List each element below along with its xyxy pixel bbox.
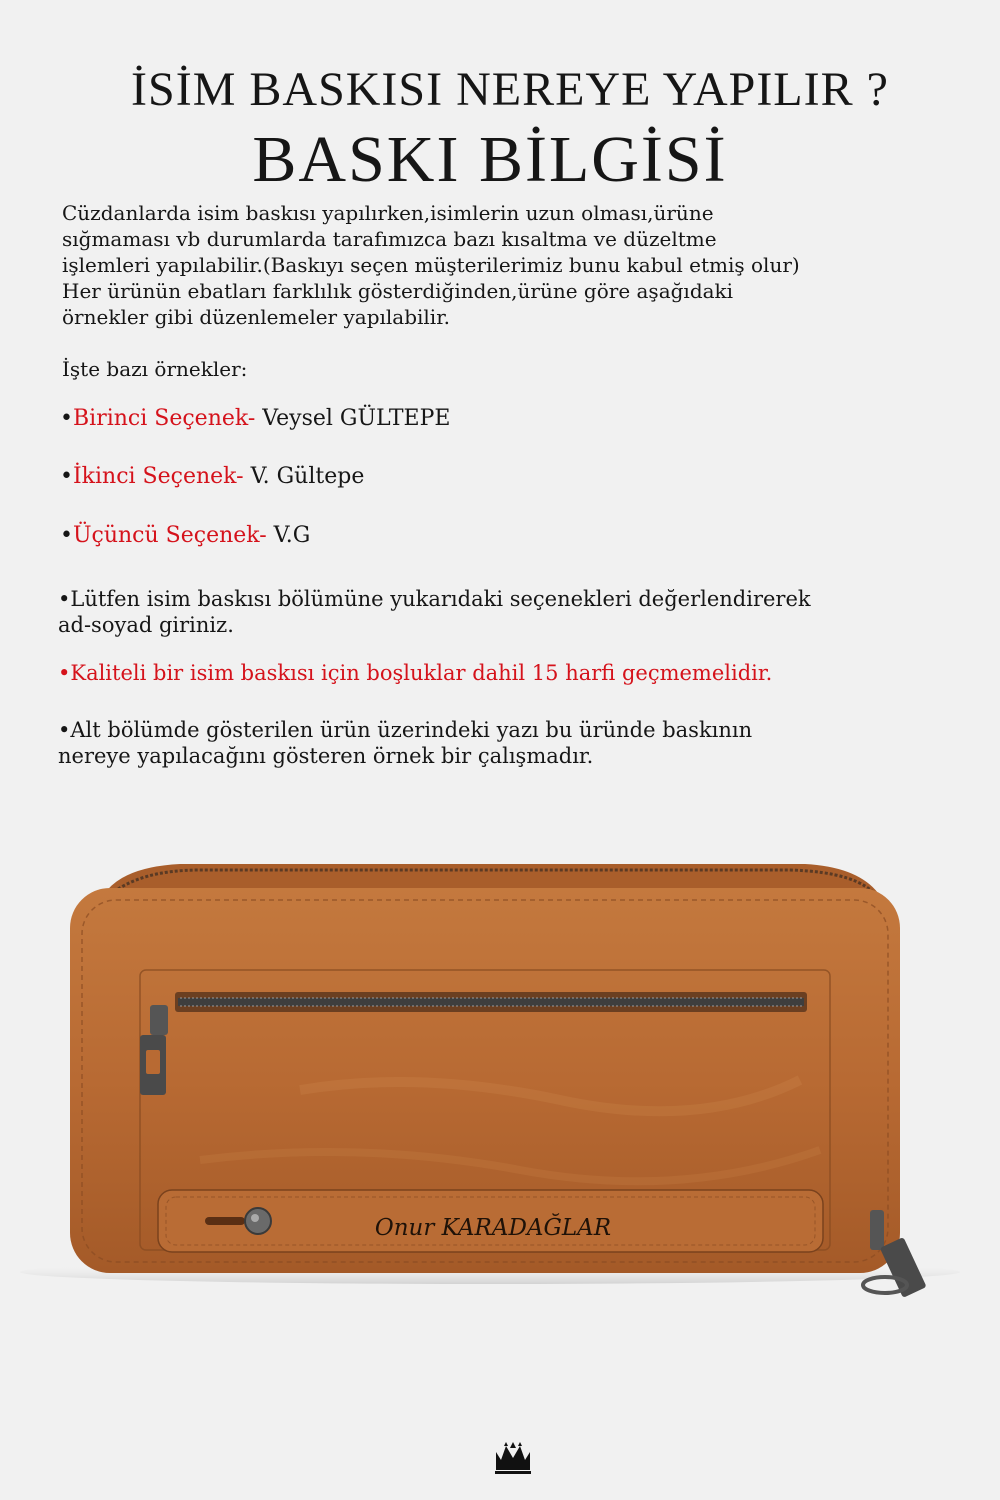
intro-line: sığmaması vb durumlarda tarafımızca bazı kısaltma ve düzeltme <box>62 227 717 251</box>
option-label: Üçüncü Seçenek- <box>72 523 267 548</box>
option-label: İkinci Seçenek- <box>72 464 244 489</box>
bullet: • <box>60 464 73 489</box>
page-subtitle: BASKI BİLGİSİ <box>252 123 728 196</box>
option-value: Veysel GÜLTEPE <box>262 406 451 431</box>
engraved-name: Onur KARADAĞLAR <box>374 1215 612 1241</box>
trident-crown-icon <box>492 1440 534 1476</box>
note-line: nereye yapılacağını gösteren örnek bir çalışmadır. <box>58 744 594 768</box>
bullet: • <box>60 406 73 431</box>
note-line: •Lütfen isim baskısı bölümüne yukarıdaki seçenekleri değerlendirerek <box>58 587 811 611</box>
note-max-letters: •Kaliteli bir isim baskısı için boşluklar dahil 15 harfi geçmemelidir. <box>58 661 773 685</box>
note-enter-name <box>58 586 938 638</box>
intro-line: Cüzdanlarda isim baskısı yapılırken,isimlerin uzun olması,ürüne <box>62 201 714 225</box>
option-label: Birinci Seçenek- <box>72 406 256 431</box>
option-value: V.G <box>273 523 311 548</box>
note-example <box>58 717 938 769</box>
intro-line: Her ürünün ebatları farklılık gösterdiğinden,ürüne göre aşağıdaki <box>62 279 734 303</box>
option-first <box>60 405 450 433</box>
option-value: V. Gültepe <box>250 464 365 489</box>
option-third <box>60 522 310 550</box>
intro-line: örnekler gibi düzenlemeler yapılabilir. <box>62 305 450 329</box>
bullet: • <box>60 523 73 548</box>
page-title: İSİM BASKISI NEREYE YAPILIR ? <box>131 63 889 116</box>
note-line: ad-soyad giriniz. <box>58 613 234 637</box>
intro-line: işlemleri yapılabilir.(Baskıyı seçen müşterilerimiz bunu kabul etmiş olur) <box>62 253 800 277</box>
examples-lead: İşte bazı örnekler: <box>62 357 248 381</box>
intro-paragraph <box>62 200 942 330</box>
note-line: •Alt bölümde gösterilen ürün üzerindeki yazı bu üründe baskının <box>58 718 753 742</box>
wallet-product-image <box>0 840 1000 1340</box>
option-second <box>60 463 364 491</box>
